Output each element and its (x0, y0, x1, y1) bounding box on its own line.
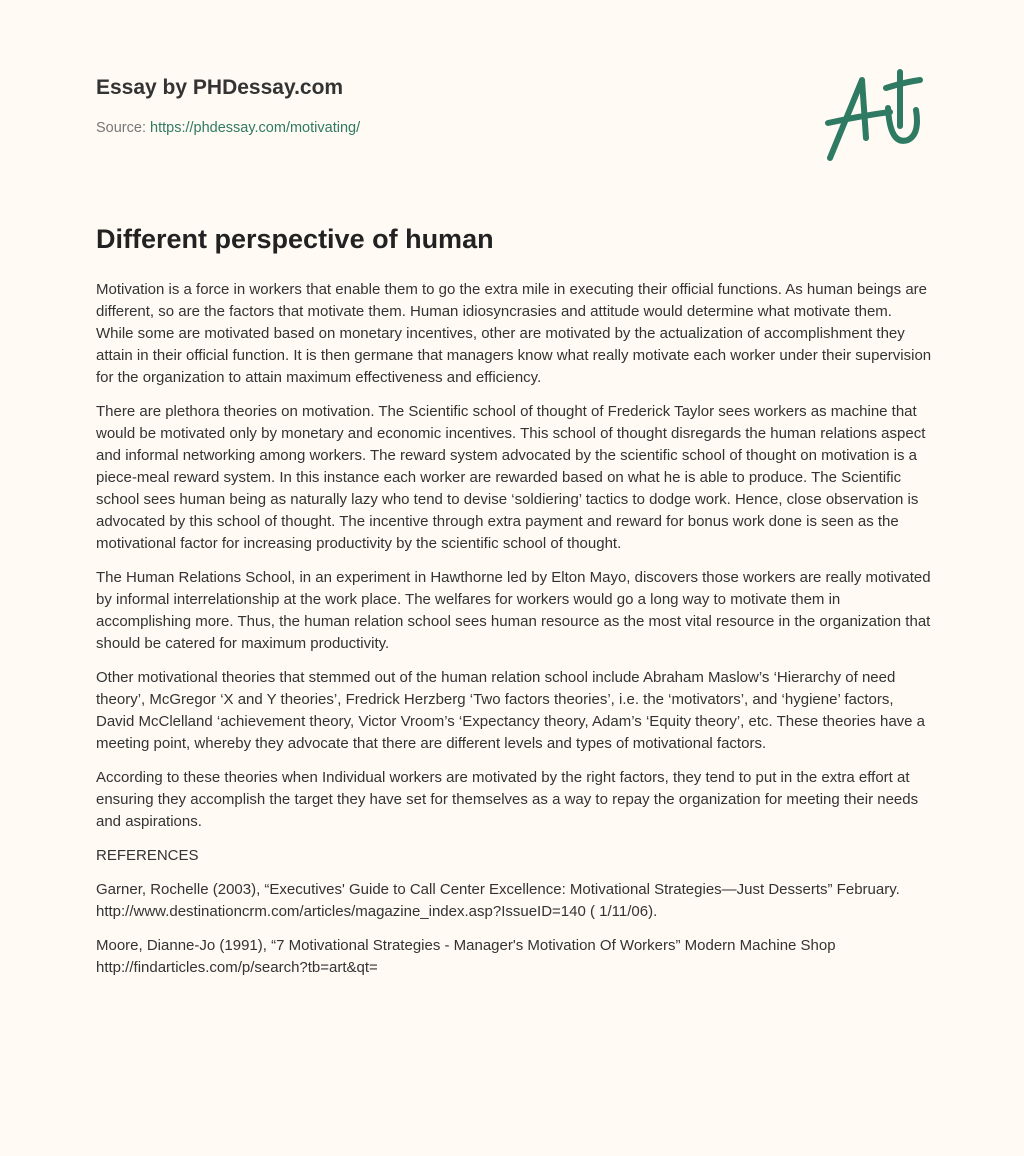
article (96, 224, 932, 991)
article-title: Different perspective of human (96, 224, 494, 254)
source-link[interactable]: https://phdessay.com/motivating/ (150, 120, 361, 136)
reference-item: Moore, Dianne-Jo (1991), “7 Motivational Strategies - Manager's Motivation Of Workers” Modern Machine Shop http://findarticles.com/p/search?tb=art&qt= (96, 937, 836, 976)
references-heading: REFERENCES (96, 847, 199, 864)
source-line (96, 120, 360, 136)
reference-item: Garner, Rochelle (2003), “Executives' Guide to Call Center Excellence: Motivational Strategies—Just Desserts” February. http://www.destinationcrm.com/articles/magazine_index.asp?IssueID=140 ( 1/11/06). (96, 881, 900, 920)
brand-title: Essay by PHDessay.com (96, 76, 344, 99)
header (96, 76, 360, 136)
paragraph: The Human Relations School, in an experiment in Hawthorne led by Elton Mayo, discovers those workers are really motivated by informal interrelationship at the work place. The welfares for workers would go a long way to motivate them in accomplishing more. Thus, the human relation school sees human resource as the most vital resource in the organization that should be catered for maximum productivity. (96, 569, 931, 652)
a-plus-logo-icon (820, 68, 930, 168)
source-label: Source: (96, 120, 146, 136)
paragraph: There are plethora theories on motivation. The Scientific school of thought of Frederick Taylor sees workers as machine that would be motivated only by monetary and economic incentives. This school of thought disregards the human relations aspect and informal networking among workers. The reward system advocated by the scientific school of thought on motivation is a piece-meal reward system. In this instance each worker are rewarded based on what he is able to produce. The Scientific school sees human being as naturally lazy who tend to devise ‘soldiering’ tactics to dodge work. Hence, close observation is advocated by this school of thought. The incentive through extra payment and reward for bonus work done is seen as the motivational factor for increasing productivity by the scientific school of thought. (96, 403, 926, 552)
paragraph: According to these theories when Individual workers are motivated by the right factors, they tend to put in the extra effort at ensuring they accomplish the target they have set for themselves as a way to repay the organization for meeting their needs and aspirations. (96, 769, 919, 830)
paragraph: Motivation is a force in workers that enable them to go the extra mile in executing their official functions. As human beings are different, so are the factors that motivate them. Human idiosyncrasies and attitude would determine what motivate them. While some are motivated based on monetary incentives, other are motivated by the actualization of accomplishment they attain in their official function. It is then germane that managers know what really motivate each worker under their supervision for the organization to attain maximum effectiveness and efficiency. (96, 281, 932, 386)
paragraph: Other motivational theories that stemmed out of the human relation school include Abraham Maslow’s ‘Hierarchy of need theory’, McGregor ‘X and Y theories’, Fredrick Herzberg ‘Two factors theories’, i.e. the ‘motivators’, and ‘hygiene’ factors, David McClelland ‘achievement theory, Victor Vroom’s ‘Expectancy theory, Adam’s ‘Equity theory’, etc. These theories have a meeting point, whereby they advocate that there are different levels and types of motivational factors. (96, 669, 926, 752)
